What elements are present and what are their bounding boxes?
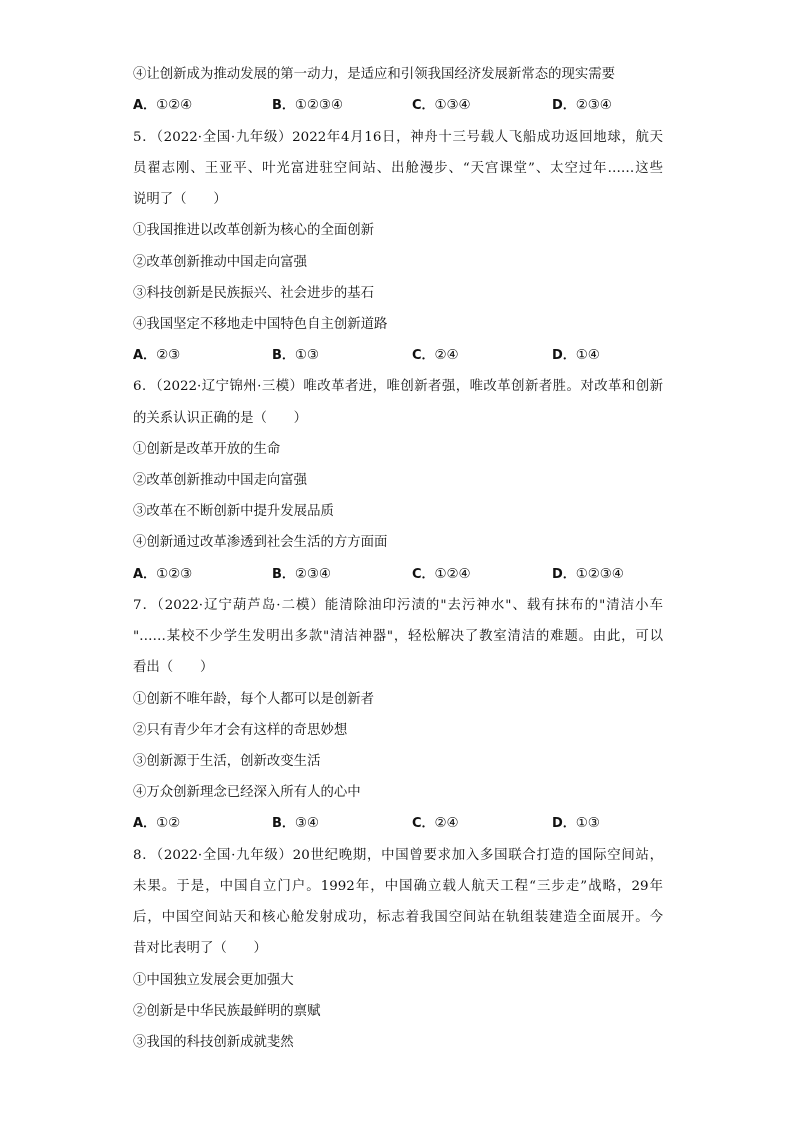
q5-statement-4: ④我国坚定不移地走中国特色自主创新道路 [133,317,388,332]
q4-statement-4: ④让创新成为推动发展的第一动力，是适应和引领我国经济发展新常态的现实需要 [133,67,616,82]
q4-options [133,96,663,116]
q8-statement-1: ①中国独立发展会更加强大 [133,973,294,988]
option-d: D．①③ [552,816,600,831]
option-d: D．②③④ [552,98,612,113]
q8-statement-2: ②创新是中华民族最鲜明的禀赋 [133,1004,321,1019]
option-b: B．③④ [272,816,319,831]
q8-statement-3: ③我国的科技创新成就斐然 [133,1035,294,1050]
q7-stem-line-1: 7．（2022·辽宁葫芦岛·二模）能清除油印污渍的"去污神水"、载有抹布的"清洁小车 [133,598,663,613]
q7-options [133,814,663,834]
q5-stem-line-1: 5．（2022·全国·九年级）2022年4月16日，神舟十三号载人飞船成功返回地球，航天 [133,130,663,145]
q5-statement-1: ①我国推进以改革创新为核心的全面创新 [133,223,375,238]
q5-stem-line-3: 说明了（ ） [133,192,227,207]
option-c: C．②④ [412,348,459,363]
q5-options [133,346,663,366]
option-b: B．①③ [272,348,319,363]
q8-stem-line-2: 未果。于是，中国自立门户。1992年，中国确立载人航天工程“三步走”战略，29年 [133,879,663,894]
option-c: C．①②④ [412,567,471,582]
q6-options [133,565,663,585]
option-a: A．①②③ [133,567,193,582]
q6-statement-2: ②改革创新推动中国走向富强 [133,473,308,488]
q6-statement-3: ③改革在不断创新中提升发展品质 [133,504,334,519]
q8-stem-line-1: 8．（2022·全国·九年级）20世纪晚期，中国曾要求加入多国联合打造的国际空间站， [133,848,663,863]
q7-stem-line-3: 看出（ ） [133,660,214,675]
option-a: A．②③ [133,348,181,363]
option-a: A．①②④ [133,98,193,113]
option-d: D．①④ [552,348,600,363]
option-c: C．①③④ [412,98,471,113]
q6-statement-1: ①创新是改革开放的生命 [133,442,281,457]
q8-stem-line-4: 昔对比表明了（ ） [133,941,267,956]
q7-statement-2: ②只有青少年才会有这样的奇思妙想 [133,723,348,738]
q7-statement-1: ①创新不唯年龄，每个人都可以是创新者 [133,692,375,707]
q6-stem-line-2: 的关系认识正确的是（ ） [133,411,308,426]
q8-stem-line-3: 后，中国空间站天和核心舱发射成功，标志着我国空间站在轨组装建造全面展开。今 [133,910,663,925]
q5-statement-2: ②改革创新推动中国走向富强 [133,255,308,270]
q7-stem-line-2: "……某校不少学生发明出多款"清洁神器"，轻松解决了教室清洁的难题。由此，可以 [133,629,663,644]
q6-statement-4: ④创新通过改革渗透到社会生活的方方面面 [133,535,388,550]
option-c: C．②④ [412,816,459,831]
option-b: B．②③④ [272,567,331,582]
option-b: B．①②③④ [272,98,343,113]
q5-stem-line-2: 员翟志刚、王亚平、叶光富进驻空间站、出舱漫步、“天宫课堂”、太空过年……这些 [133,161,663,176]
q7-statement-4: ④万众创新理念已经深入所有人的心中 [133,785,361,800]
q7-statement-3: ③创新源于生活，创新改变生活 [133,754,321,769]
option-d: D．①②③④ [552,567,624,582]
q6-stem-line-1: 6．（2022·辽宁锦州·三模）唯改革者进，唯创新者强，唯改革创新者胜。对改革和创新 [133,379,663,394]
option-a: A．①② [133,816,181,831]
q5-statement-3: ③科技创新是民族振兴、社会进步的基石 [133,286,375,301]
